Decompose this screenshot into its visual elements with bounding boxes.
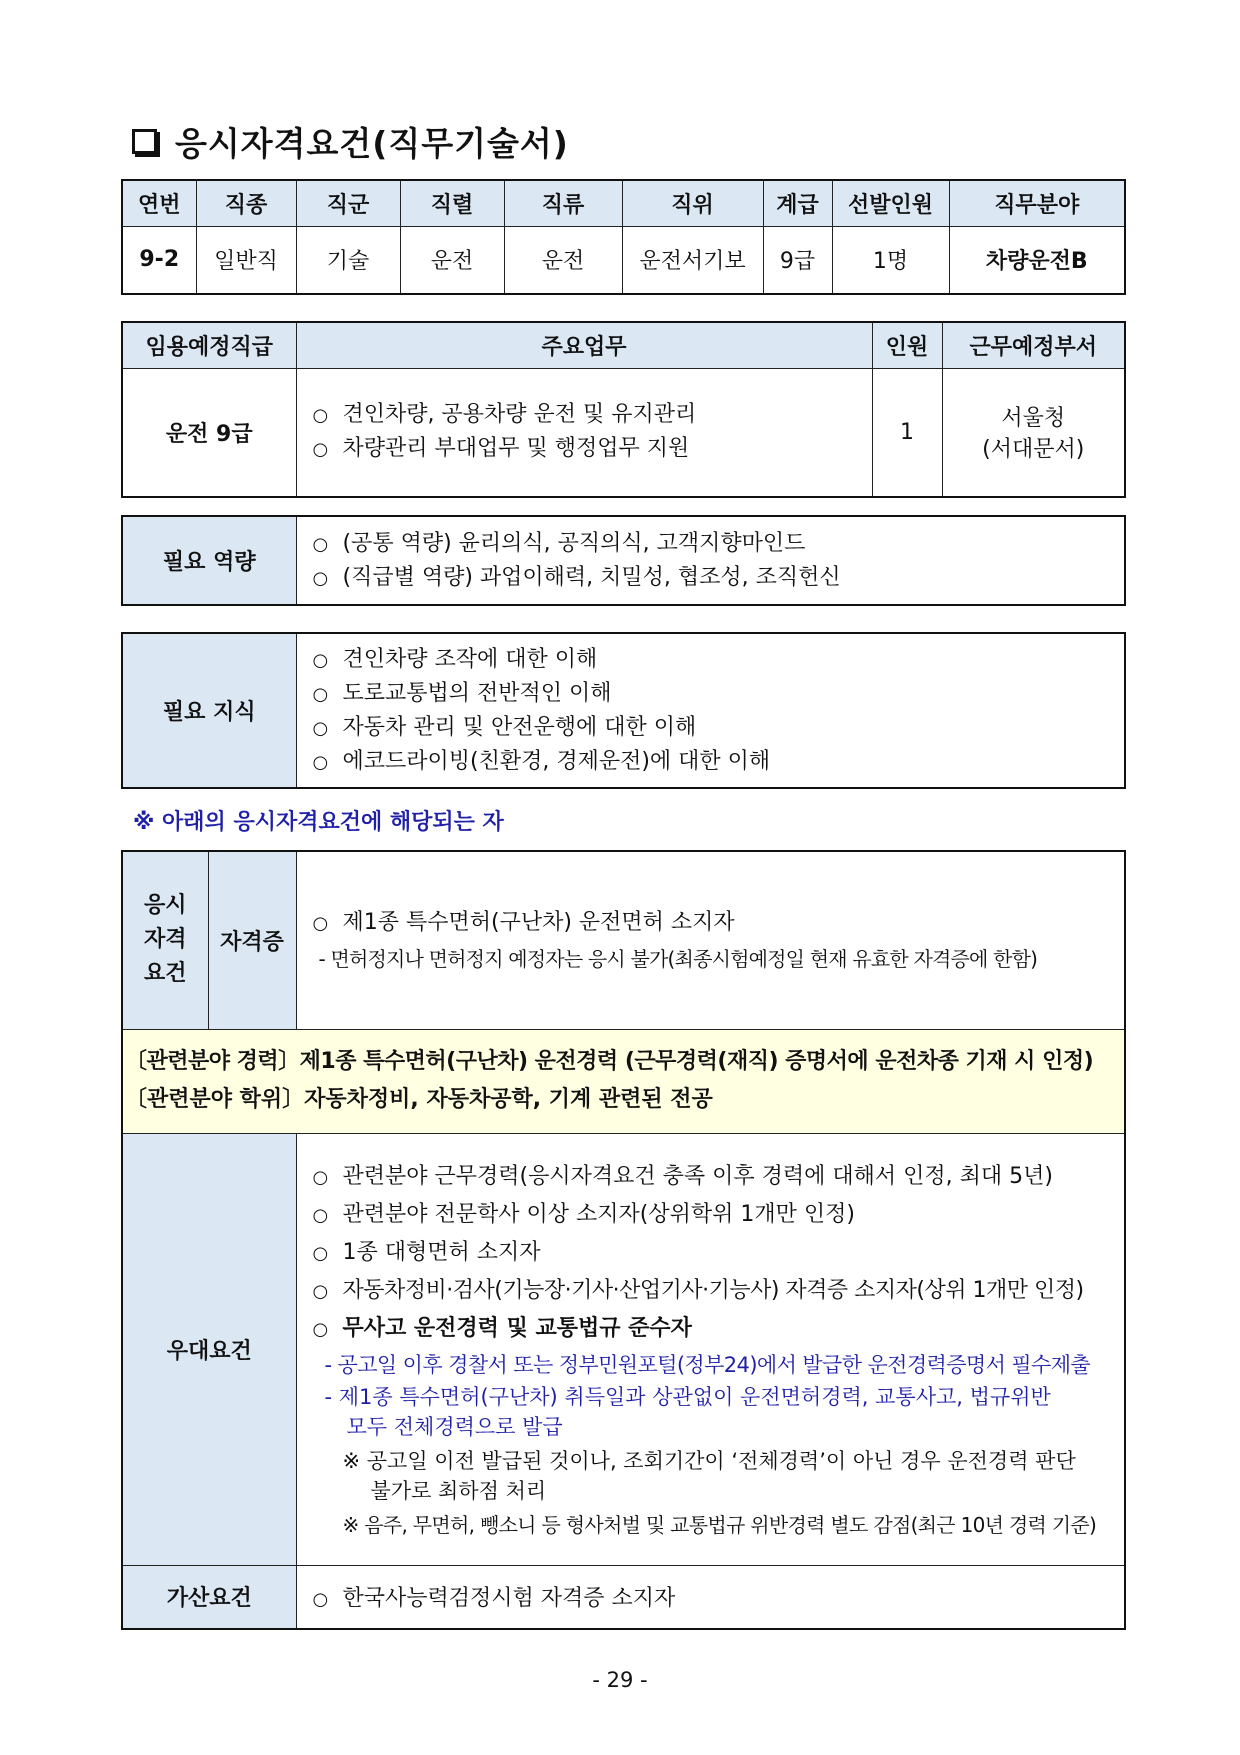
preference-note2: ※ 음주, 무면허, 뺑소니 등 형사처벌 및 교통법규 위반경력 별도 감점(최근 10년 경력 기준) [342, 1513, 1097, 1537]
value-position: 운전서기보 [622, 227, 763, 294]
license-label: 자격증 [208, 851, 296, 1029]
preference-label: 우대요건 [122, 1133, 296, 1565]
preference-note1: ※ 공고일 이전 발급된 것이나, 조회기간이 ‘전체경력’이 아닌 경우 운전경력 판단 불가로 최하점 처리 [342, 1449, 1076, 1503]
checkbox-icon [132, 129, 157, 154]
list-item: ○ 에코드라이빙(친환경, 경제운전)에 대한 이해 [312, 748, 771, 774]
knowledge-list [313, 643, 1115, 779]
list-item: ○ 1종 대형면허 소지자 [312, 1240, 541, 1265]
value-grade: 9급 [763, 227, 832, 294]
list-item: ○ (직급별 역량) 과업이해력, 치밀성, 협조성, 조직헌신 [312, 564, 841, 590]
value-job-group: 기술 [296, 227, 400, 294]
header-grade: 계급 [763, 180, 832, 227]
bonus-item: ○ 한국사능력검정시험 자격증 소지자 [296, 1565, 1125, 1629]
preference-sub1: - 공고일 이후 경찰서 또는 정부민원포털(정부24)에서 발급한 운전경력증명서 필수제출 [324, 1353, 1091, 1377]
duty-list [313, 398, 862, 466]
list-item: ○ 견인차량 조작에 대한 이해 [312, 646, 598, 672]
bonus-label: 가산요건 [122, 1565, 296, 1629]
duty-table [121, 321, 1126, 498]
value-headcount: 1명 [832, 227, 949, 294]
qualification-detail: - 면허정지나 면허정지 예정자는 응시 불가(최종시험예정일 현재 유효한 자격증에 한함) [318, 946, 1038, 971]
list-item: ○ 자동차 관리 및 안전운행에 대한 이해 [312, 714, 697, 740]
list-item: ○ 도로교통법의 전반적인 이해 [312, 680, 612, 706]
header-job-field: 직무분야 [949, 180, 1125, 227]
value-job-class: 운전 [504, 227, 622, 294]
qualification-label: 응시 자격 요건 [122, 851, 208, 1029]
knowledge-table [121, 632, 1126, 789]
requirements-table [121, 850, 1126, 1630]
page-number: - 29 - [592, 1668, 648, 1692]
count-value: 1 [872, 369, 942, 497]
header-job-series: 직렬 [400, 180, 504, 227]
related-degree: 〔관련분야 학위〕자동차정비, 자동차공학, 기계 관련된 전공 [125, 1087, 713, 1112]
list-item: ○ 관련분야 전문학사 이상 소지자(상위학위 1개만 인정) [312, 1202, 855, 1227]
page-title [132, 118, 569, 165]
header-job-group: 직군 [296, 180, 400, 227]
title-text: 응시자격요건(직무기술서) [175, 124, 569, 163]
list-item: ○ 견인차량, 공용차량 운전 및 유지관리 [312, 402, 697, 428]
info-table [121, 179, 1126, 295]
header-headcount: 선발인원 [832, 180, 949, 227]
value-job-type: 일반직 [196, 227, 296, 294]
header-job-class: 직류 [504, 180, 622, 227]
competency-label: 필요 역량 [122, 516, 296, 605]
related-career: 〔관련분야 경력〕제1종 특수면허(구난차) 운전경력 (근무경력(재직) 증명서에 운전차종 기재 시 인정) [125, 1049, 1094, 1074]
header-job-type: 직종 [196, 180, 296, 227]
preference-list [313, 1158, 1115, 1348]
value-job-field: 차량운전B [949, 227, 1125, 294]
preference-sub2: - 제1종 특수면허(구난차) 취득일과 상관없이 운전면허경력, 교통사고, 법규위반 모두 전체경력으로 발급 [324, 1385, 1051, 1439]
header-position: 직위 [622, 180, 763, 227]
rank-value: 운전 9급 [122, 369, 296, 497]
list-item: ○ 자동차정비·검사(기능장·기사·산업기사·기능사) 자격증 소지자(상위 1개만 인정) [312, 1278, 1084, 1303]
list-item: ○ (공통 역량) 윤리의식, 공직의식, 고객지향마인드 [312, 530, 806, 556]
eligibility-note: ※ 아래의 응시자격요건에 해당되는 자 [133, 810, 504, 835]
value-serial: 9-2 [122, 227, 196, 294]
value-job-series: 운전 [400, 227, 504, 294]
header-serial: 연번 [122, 180, 196, 227]
header-count: 인원 [872, 322, 942, 369]
qualification-item: ○ 제1종 특수면허(구난차) 운전면허 소지자 [312, 909, 735, 935]
competency-table [121, 515, 1126, 606]
header-dept: 근무예정부서 [942, 322, 1125, 369]
list-item: ○ 차량관리 부대업무 및 행정업무 지원 [312, 436, 690, 462]
list-item: ○ 관련분야 근무경력(응시자격요건 충족 이후 경력에 대해서 인정, 최대 5년) [312, 1164, 1053, 1189]
dept-value: 서울청 (서대문서) [942, 369, 1125, 497]
header-duties: 주요업무 [296, 322, 872, 369]
header-rank: 임용예정직급 [122, 322, 296, 369]
competency-list [313, 527, 1115, 595]
knowledge-label: 필요 지식 [122, 633, 296, 788]
list-item: ○ 무사고 운전경력 및 교통법규 준수자 [312, 1316, 692, 1341]
